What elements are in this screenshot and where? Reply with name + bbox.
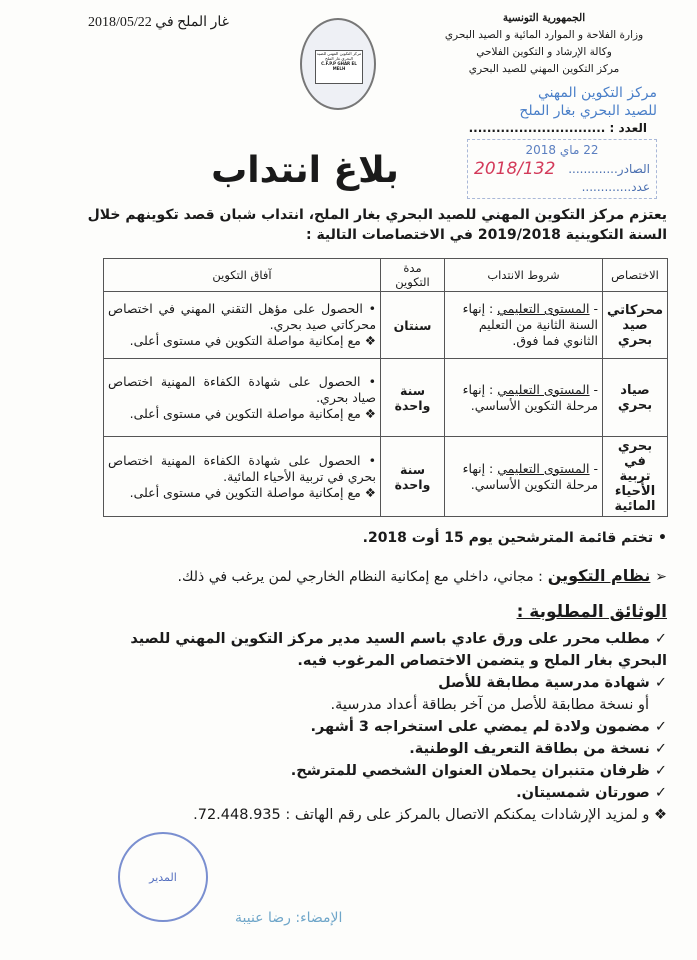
cell-outlook: • الحصول على مؤهل التقني المهني في اختصاص محركاتي صيد بحري. ❖ مع إمكانية مواصلة التكوين في مستوى أعلى. — [104, 292, 381, 359]
list-item-alt: أو نسخة مطابقة للأصل من آخر بطاقة أعداد مدرسية. — [330, 697, 649, 713]
cell-duration: سنة واحدة — [381, 359, 445, 437]
item-text: مطلب محرر على ورق عادي باسم السيد مدير مركز التكوين المهني للصيد البحري بغار الملح و يتضمن الاختصاص المرغوب فيه. — [130, 631, 667, 669]
signature-area — [90, 832, 667, 942]
training-system: ➢ نظام التكوين : مجاني، داخلي مع إمكانية النظام الخارجي لمن يرغب في ذلك. — [177, 566, 667, 585]
letterhead-line: مركز التكوين المهني للصيد البحري — [468, 63, 620, 75]
cell-specialty: محركاتي صيد بحري — [603, 292, 668, 359]
stamp-count: عدد............. — [581, 180, 650, 194]
contact-line: ❖ و لمزيد الإرشادات يمكنكم الاتصال بالمركز على رقم الهاتف : 72.448.935. — [193, 807, 667, 823]
blue-stamp — [447, 84, 657, 120]
logo-text-fr: C.F.P.P GHAR EL MELH — [321, 61, 357, 71]
stamp-date: 22 ماي 2018 — [525, 143, 599, 157]
system-label: نظام التكوين — [547, 566, 651, 585]
logo-text: مركز التكوين المهني للصيد البحري غار الملح — [316, 51, 362, 61]
table-row — [104, 292, 668, 359]
stamp-line: للصيد البحري بغار الملح — [519, 103, 657, 119]
letterhead-line: وكالة الإرشاد و التكوين الفلاحي — [476, 46, 612, 58]
cell-duration: سنتان — [381, 292, 445, 359]
deadline-text: تختم قائمة المترشحين يوم 15 أوت 2018. — [362, 530, 654, 546]
reference-number: العدد : .............................. — [468, 121, 647, 135]
cell-specialty: صياد بحري — [603, 359, 668, 437]
col-duration: مدة التكوين — [381, 259, 445, 292]
cond-label: المستوى التعليمي — [497, 460, 590, 476]
cell-conditions: - المستوى التعليمي : إنهاء السنة الثانية من التعليم الثانوي فما فوق. — [445, 292, 603, 359]
outlook-item: الحصول على شهادة الكفاءة المهنية اختصاص بحري في تربية الأحياء المائية. — [108, 452, 377, 484]
table-row — [104, 437, 668, 517]
col-outlook: آفاق التكوين — [104, 259, 381, 292]
list-item: ✓ مطلب محرر على ورق عادي باسم السيد مدير مركز التكوين المهني للصيد البحري بغار الملح و يتضمن الاختصاص المرغوب فيه. — [130, 631, 667, 669]
place-date: غار الملح في 2018/05/22 — [88, 15, 229, 30]
specialties-table — [103, 258, 668, 517]
outlook-item: الحصول على شهادة الكفاءة المهنية اختصاص صياد بحري. — [108, 373, 377, 405]
cond-label: المستوى التعليمي — [497, 301, 590, 316]
contact-text: و لمزيد الإرشادات يمكنكم الاتصال بالمركز على رقم الهاتف : 72.448.935. — [193, 807, 650, 823]
letterhead — [409, 10, 679, 78]
item-text: نسخة من بطاقة التعريف الوطنية. — [409, 741, 650, 757]
item-text: صورتان شمسيتان. — [516, 785, 650, 801]
intro-paragraph: يعتزم مركز التكوين المهني للصيد البحري بغار الملح، انتداب شبان قصد تكوينهم خلال السنة التكوينية 2019/2018 في الاختصاصات التالية : — [87, 207, 667, 243]
col-conditions: شروط الانتداب — [445, 259, 603, 292]
official-seal — [118, 832, 208, 922]
cond-text: : إنهاء مرحلة التكوين الأساسي. — [462, 460, 599, 492]
seal-text: المدير — [149, 870, 177, 884]
list-item: ✓ مضمون ولادة لم يمضي على استخراجه 3 أشهر. — [310, 719, 667, 735]
handwritten-number: 2018/132 — [474, 159, 556, 179]
outlook-item: مع إمكانية مواصلة التكوين في مستوى أعلى. — [129, 333, 361, 348]
item-text: مضمون ولادة لم يمضي على استخراجه 3 أشهر. — [310, 719, 650, 735]
cell-outlook: • الحصول على شهادة الكفاءة المهنية اختصاص صياد بحري. ❖ مع إمكانية مواصلة التكوين في مستوى أعلى. — [104, 359, 381, 437]
table-header-row — [104, 259, 668, 292]
cell-outlook: • الحصول على شهادة الكفاءة المهنية اختصاص بحري في تربية الأحياء المائية. ❖ مع إمكانية مواصلة التكوين في مستوى أعلى. — [104, 437, 381, 517]
list-item: ✓ صورتان شمسيتان. — [516, 785, 667, 801]
list-item: ✓ ظرفان متنبران يحملان العنوان الشخصي للمترشح. — [290, 763, 667, 779]
cell-specialty: بحري في تربية الأحياء المائية — [603, 437, 668, 517]
system-text: : مجاني، داخلي مع إمكانية النظام الخارجي لمن يرغب في ذلك. — [177, 569, 543, 585]
deadline: • تختم قائمة المترشحين يوم 15 أوت 2018. — [362, 530, 667, 546]
institution-logo — [300, 18, 376, 110]
stamp-line: مركز التكوين المهني — [537, 85, 657, 101]
received-stamp — [467, 139, 657, 199]
item-text: شهادة مدرسية مطابقة للأصل — [438, 675, 650, 691]
list-item: ✓ نسخة من بطاقة التعريف الوطنية. — [409, 741, 667, 757]
cell-conditions: - المستوى التعليمي : إنهاء مرحلة التكوين الأساسي. — [445, 437, 603, 517]
outlook-item: الحصول على مؤهل التقني المهني في اختصاص محركاتي صيد بحري. — [108, 301, 377, 332]
cond-text: : إنهاء السنة الثانية من التعليم الثانوي فما فوق. — [462, 301, 599, 348]
signature: الإمضاء: رضا عنيبة — [235, 910, 343, 926]
documents-list — [90, 628, 667, 826]
documents-title: الوثائق المطلوبة : — [516, 602, 667, 622]
cond-text: : إنهاء مرحلة التكوين الأساسي. — [462, 381, 599, 413]
cell-duration: سنة واحدة — [381, 437, 445, 517]
stamp-issued: الصادر............. — [568, 161, 650, 176]
col-specialty: الاختصاص — [603, 259, 668, 292]
outlook-item: مع إمكانية مواصلة التكوين في مستوى أعلى. — [129, 484, 361, 500]
table-row — [104, 359, 668, 437]
cell-conditions: - المستوى التعليمي : إنهاء مرحلة التكوين الأساسي. — [445, 359, 603, 437]
list-item: ✓ شهادة مدرسية مطابقة للأصل — [438, 675, 667, 691]
stamp-issued-row — [474, 158, 650, 180]
main-content — [90, 258, 667, 942]
cond-label: المستوى التعليمي — [497, 381, 590, 397]
page-title: بلاغ انتداب — [211, 150, 399, 191]
item-text: ظرفان متنبران يحملان العنوان الشخصي للمترشح. — [290, 763, 650, 779]
letterhead-line: وزارة الفلاحة و الموارد المائية و الصيد البحري — [444, 29, 644, 41]
outlook-item: مع إمكانية مواصلة التكوين في مستوى أعلى. — [129, 405, 361, 421]
letterhead-line: الجمهورية التونسية — [502, 12, 586, 24]
